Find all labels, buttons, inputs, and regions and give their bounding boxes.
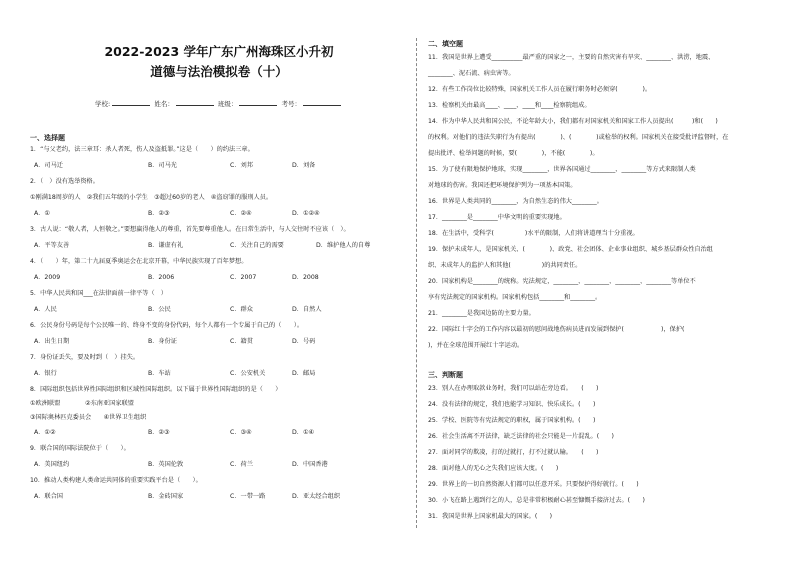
- question-11-line-2: ________、泥石流、病虫害等。: [428, 70, 515, 77]
- option-a[interactable]: A．出生日期: [34, 338, 70, 345]
- option-d[interactable]: D．①④: [292, 429, 315, 436]
- option-c[interactable]: C．②④: [230, 210, 252, 217]
- option-a[interactable]: A．①: [34, 210, 50, 217]
- option-b[interactable]: B．②③: [148, 210, 170, 217]
- option-a[interactable]: A．司马迁: [34, 162, 63, 169]
- question-8-items-1: ①欧洲联盟 ②东南亚国家联盟: [30, 400, 134, 407]
- option-c[interactable]: C．③④: [230, 429, 252, 436]
- question-27: 27．面对同学的欺凌，打的过就打，打不过就认输。 ( ): [428, 449, 599, 456]
- question-8: 8．国际组织包括世界性国际组织和区域性国际组织。以下属于世界性国际组织的是（ ）: [30, 386, 282, 393]
- left-column: [30, 0, 408, 562]
- option-c[interactable]: C．群众: [230, 306, 253, 313]
- question-18: 18．在生活中，受科学( )水平的限制，人们将讲道理当十分重视。: [428, 230, 639, 237]
- question-4: 4．（ ）年，第二十九届夏季奥运会在北京开幕，中华民族实现了百年梦想。: [30, 258, 248, 265]
- question-14-line-3: 提出批评、检举问题的时候，要( )，不能( )。: [428, 150, 599, 157]
- question-14-line-2: 的权利。对他们的违法失职行为有提出( )、( )或检举的权利。国家机关在接受批评监督时，在: [428, 134, 729, 141]
- option-a[interactable]: A．美国纽约: [34, 461, 70, 468]
- option-d[interactable]: D．刘备: [292, 162, 316, 169]
- option-b[interactable]: B．公民: [148, 306, 171, 313]
- question-19-line-2: 织、未成年人的监护人和其他( )的共同责任。: [428, 262, 582, 269]
- question-10: 10．推动人类构建人类命运共同体的重要实践平台是（ ）。: [30, 477, 202, 484]
- question-19-line-1: 19．保护未成年人，是国家机关、( )、政党、社会团体、企业事业组织、城乡基层群众性自治组: [428, 246, 713, 253]
- option-d[interactable]: D．中国香港: [292, 461, 328, 468]
- option-d[interactable]: D．自然人: [292, 306, 322, 313]
- question-20-line-2: 享有宪法规定的国家机构。国家机构包括________和________。: [428, 294, 602, 301]
- option-d[interactable]: D．亚太经合组织: [292, 493, 341, 500]
- student-info-line: [30, 99, 408, 108]
- question-25: 25．学校、医院等有宪法规定的职权，属于国家机构。( ): [428, 417, 596, 424]
- option-b[interactable]: B．身份证: [148, 338, 177, 345]
- question-2-items: ①刚满18周岁的人 ②我们五年级的小学生 ③超过60岁的老人 ④盗窃罪的服刑人员。: [30, 194, 273, 201]
- option-d[interactable]: D．①②④: [292, 210, 320, 217]
- question-7: 7．身份证丢失，要及时到（ ）挂失。: [30, 354, 140, 361]
- question-20-line-1: 20．国家机构是________的统称。宪法规定，________、________、________、________等单位不: [428, 278, 696, 285]
- question-22-line-2: )，并在全球范围开展红十字运动。: [428, 342, 524, 349]
- option-a[interactable]: A．人民: [34, 306, 57, 313]
- name-blank[interactable]: [176, 99, 214, 106]
- question-13: 13．检察机关由最高____、____、____和____检察院组成。: [428, 102, 591, 109]
- question-21: 21．________是我国边防的主要力量。: [428, 310, 535, 317]
- option-c[interactable]: C．关注自己的需要: [230, 242, 284, 249]
- question-5: 5．中华人民共和国___在法律面前一律平等（ ）: [30, 290, 167, 297]
- option-c[interactable]: C．公安机关: [230, 370, 266, 377]
- question-26: 26．社会生活离不开法律，缺乏法律的社会只能是一片混乱。( ): [428, 433, 614, 440]
- option-c[interactable]: C．刘邦: [230, 162, 253, 169]
- right-column: [428, 0, 778, 562]
- option-c[interactable]: C．2007: [230, 274, 257, 281]
- option-d[interactable]: D．维护他人的自尊: [316, 242, 371, 249]
- question-31: 31．我国是世界上国家机最大的国家。( ): [428, 513, 553, 520]
- question-23: 23．别人在办理取款业务时，我们可以站在旁边看。 ( ): [428, 385, 599, 392]
- section-judge-heading: 三、判断题: [428, 371, 463, 379]
- question-2: 2．（ ）没有选举资格。: [30, 178, 99, 185]
- school-blank[interactable]: [112, 99, 150, 106]
- option-b[interactable]: B．英国伦敦: [148, 461, 184, 468]
- option-d[interactable]: D．2008: [292, 274, 319, 281]
- option-a[interactable]: A．2009: [34, 274, 61, 281]
- question-16: 16．世界是人类共同的________，为自然生态的伟大________。: [428, 198, 603, 205]
- question-29: 29．世界上的一切自然资源人们都可以任意开采。只要保护得好就行。( ): [428, 481, 639, 488]
- question-3: 3．古人说：“敬人者，人恒敬之。”要想赢得他人的尊重，首先要尊重他人。在日常生活中，与人交往时不应该（ ）。: [30, 226, 350, 233]
- class-blank[interactable]: [239, 99, 277, 106]
- question-11-line-1: 11．我国是世界上遭受__________最严重的国家之一，主要的自然灾害有旱灾、________、洪涝，地震、: [428, 54, 715, 61]
- option-a[interactable]: A．银行: [34, 370, 57, 377]
- section-fill-heading: 二、填空题: [428, 40, 463, 48]
- exam-number-label: 考号：: [281, 100, 301, 108]
- question-28: 28．面对他人的无心之失我们应该大度。( ): [428, 465, 559, 472]
- option-a[interactable]: A．联合国: [34, 493, 63, 500]
- exam-number-blank[interactable]: [303, 99, 341, 106]
- question-15-line-2: 对地球的伤害。我国还把环境保护列为一项基本国策。: [428, 182, 577, 189]
- option-c[interactable]: C．一带一路: [230, 493, 266, 500]
- option-b[interactable]: B．②③: [148, 429, 170, 436]
- option-c[interactable]: C．荷兰: [230, 461, 253, 468]
- question-14-line-1: 14．作为中华人民共和国公民，不论年龄大小，我们都有对国家机关和国家工作人员提出( )和( ): [428, 118, 718, 125]
- exam-subtitle: 道德与法治模拟卷（十）: [150, 64, 288, 79]
- question-24: 24．没有法律的规定，我们也能学习知识、快乐成长。( ): [428, 401, 596, 408]
- option-d[interactable]: D．号码: [292, 338, 316, 345]
- question-17: 17．________是________中华文明的重要实现地。: [428, 214, 566, 221]
- question-12: 12．有些工作岗位比较特殊，国家机关工作人员在履行职务时必须穿( )。: [428, 86, 652, 93]
- question-22-line-1: 22．国际红十字会的工作内容以最初的慰问战地伤病员进而发展到保护( )，保护(: [428, 326, 685, 333]
- question-6: 6．公民身份号码是每个公民唯一的、终身不变的身份代码，每个人都有一个专属于自己的（ ）。: [30, 322, 304, 329]
- option-b[interactable]: B．车站: [148, 370, 171, 377]
- question-15-line-1: 15．为了使有限地保护地球，实现________，世界各国通过________、________等方式来限制人类: [428, 166, 696, 173]
- class-label: 班级：: [217, 100, 238, 108]
- question-9: 9．联合国的国际法院位于（ ）。: [30, 445, 130, 452]
- option-b[interactable]: B．司马光: [148, 162, 177, 169]
- section-choice-heading: 一、选择题: [30, 134, 65, 142]
- school-label: 学校:: [95, 100, 111, 108]
- question-30: 30．小飞在路上遇到行乞的人，总是非常积极耐心甚至慷慨手接济过去。( ): [428, 497, 645, 504]
- option-b[interactable]: B．金砖国家: [148, 493, 184, 500]
- option-b[interactable]: B．2006: [148, 274, 175, 281]
- option-d[interactable]: D．邮局: [292, 370, 316, 377]
- option-a[interactable]: A．①②: [34, 429, 56, 436]
- question-8-items-2: ③国际奥林匹克委员会 ④世界卫生组织: [30, 414, 147, 421]
- option-c[interactable]: C．籍贯: [230, 338, 253, 345]
- option-a[interactable]: A．平等友善: [34, 242, 70, 249]
- name-label: 姓名：: [154, 100, 174, 108]
- exam-title: 2022-2023 学年广东广州海珠区小升初: [104, 44, 334, 59]
- column-divider: [416, 38, 417, 528]
- question-1: 1．“与父老约，法三章耳：杀人者死，伤人及盗抵罪。”这是（ ）的约法三章。: [30, 146, 254, 153]
- option-b[interactable]: B．谦虚有礼: [148, 242, 184, 249]
